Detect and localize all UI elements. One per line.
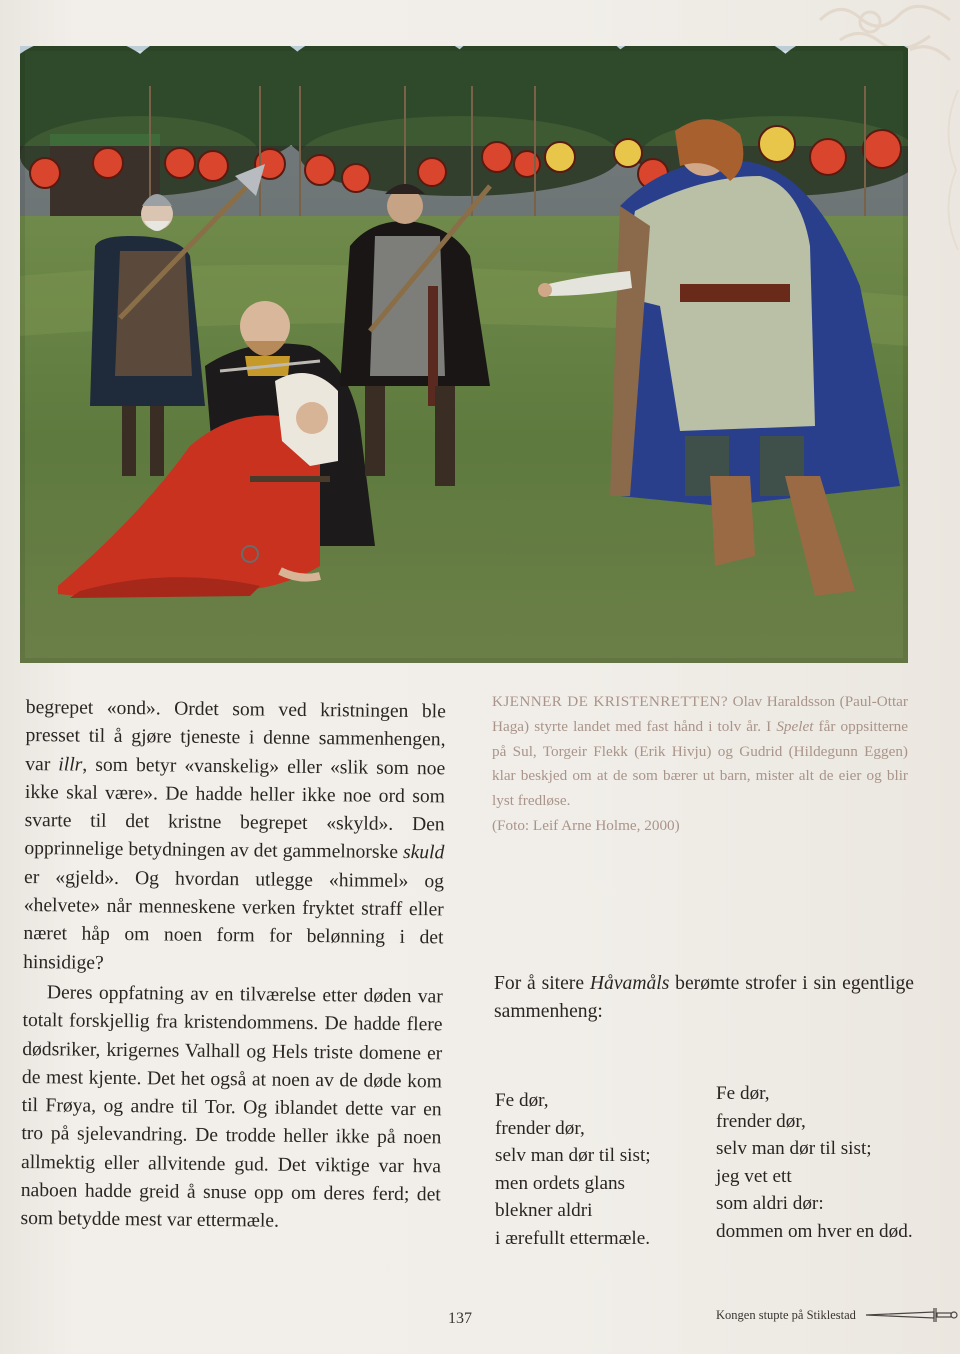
body-paragraph-2: Deres oppfatning av en tilværelse etter døden var totalt forskjellig fra kristendommens. De hadde flere dødsriker, krigernes Valhall og Hels triste domene er de mest kjente. Det het også at noen av de døde kom til Frøya, og andre til Tor. Og iblandet dette var en tro på sjelevandring. De trodde heller ikke på noen allmektig eller allvitende gud. Det viktige var hva naboen hadde greid å snuse opp om deres ferd; det som betydde mest var ettermæle. bbox=[20, 982, 443, 1233]
running-title: Kongen stupte på Stiklestad bbox=[716, 1308, 856, 1322]
poem-line: i ærefullt ettermæle. bbox=[495, 1227, 651, 1249]
sword-icon bbox=[864, 1306, 960, 1324]
text-run: begrepet «ond». Ordet som ved kristningen ble presset til å gjøre tjeneste i denne sammenhengen, var bbox=[25, 696, 446, 775]
photo-caption bbox=[492, 690, 908, 839]
poem-line: Fe dør, bbox=[495, 1090, 549, 1111]
body-paragraph-1 bbox=[23, 694, 446, 981]
poem-line: selv man dør til sist; bbox=[716, 1138, 872, 1160]
italic-term-illr: illr bbox=[58, 753, 83, 776]
photo-illustration bbox=[20, 46, 908, 663]
poem-line: men ordets glans bbox=[495, 1172, 626, 1194]
text-run: er «gjeld». Og hvordan utlegge «himmel» og «helvete» når menneskene verken fryktet straff eller næret håp om noen form for belønning i det hinsidige? bbox=[23, 866, 445, 974]
poem-line: som aldri dør: bbox=[716, 1193, 824, 1215]
body-text-column bbox=[20, 694, 446, 1238]
poem-stanza-1 bbox=[495, 1087, 651, 1253]
poem-line: blekner aldri bbox=[495, 1200, 593, 1222]
intro-text: For å sitere bbox=[494, 973, 590, 994]
poem-stanza-2 bbox=[716, 1080, 913, 1246]
poem-line: frender dør, bbox=[495, 1117, 585, 1139]
photo-credit: (Foto: Leif Arne Holme, 2000) bbox=[492, 816, 680, 834]
caption-italic-spelet: Spelet bbox=[776, 717, 814, 735]
page-number: 137 bbox=[448, 1310, 472, 1327]
poem-line: Fe dør, bbox=[716, 1083, 770, 1104]
text-run: , som betyr «vanskelig» eller «slik som noe ikke skal være». De hadde heller ikke noe ord som svarte til det kristne begrepet «skyld». Den opprinnelige betydningen av det gammelnorske bbox=[24, 754, 446, 864]
quote-intro bbox=[494, 970, 914, 1026]
italic-term-skuld: skuld bbox=[402, 842, 445, 864]
caption-text: får oppsitterne på Sul, Torgeir Flekk (Erik Hivju) og Gudrid (Hildegunn Eggen) klar beskjed om at de som bærer ut barn, mister alt de eier og blir lyst fredløse. bbox=[492, 717, 908, 810]
poem-line: jeg vet ett bbox=[716, 1165, 792, 1187]
poem-line: dommen om hver en død. bbox=[716, 1220, 913, 1242]
intro-text: berømte strofer i sin egentlige sammenheng: bbox=[494, 973, 914, 1022]
italic-title-havamal: Håvamåls bbox=[589, 973, 670, 994]
margin-ornament bbox=[930, 70, 960, 370]
poem-line: selv man dør til sist; bbox=[495, 1145, 651, 1167]
caption-text: Olav Haraldsson (Paul-Ottar Haga) styrte landet med fast hånd i tolv år. I bbox=[492, 693, 908, 735]
theater-photo bbox=[20, 46, 908, 663]
poem-line: frender dør, bbox=[716, 1110, 806, 1132]
caption-heading: KJENNER DE KRISTENRETTEN? bbox=[492, 693, 729, 710]
